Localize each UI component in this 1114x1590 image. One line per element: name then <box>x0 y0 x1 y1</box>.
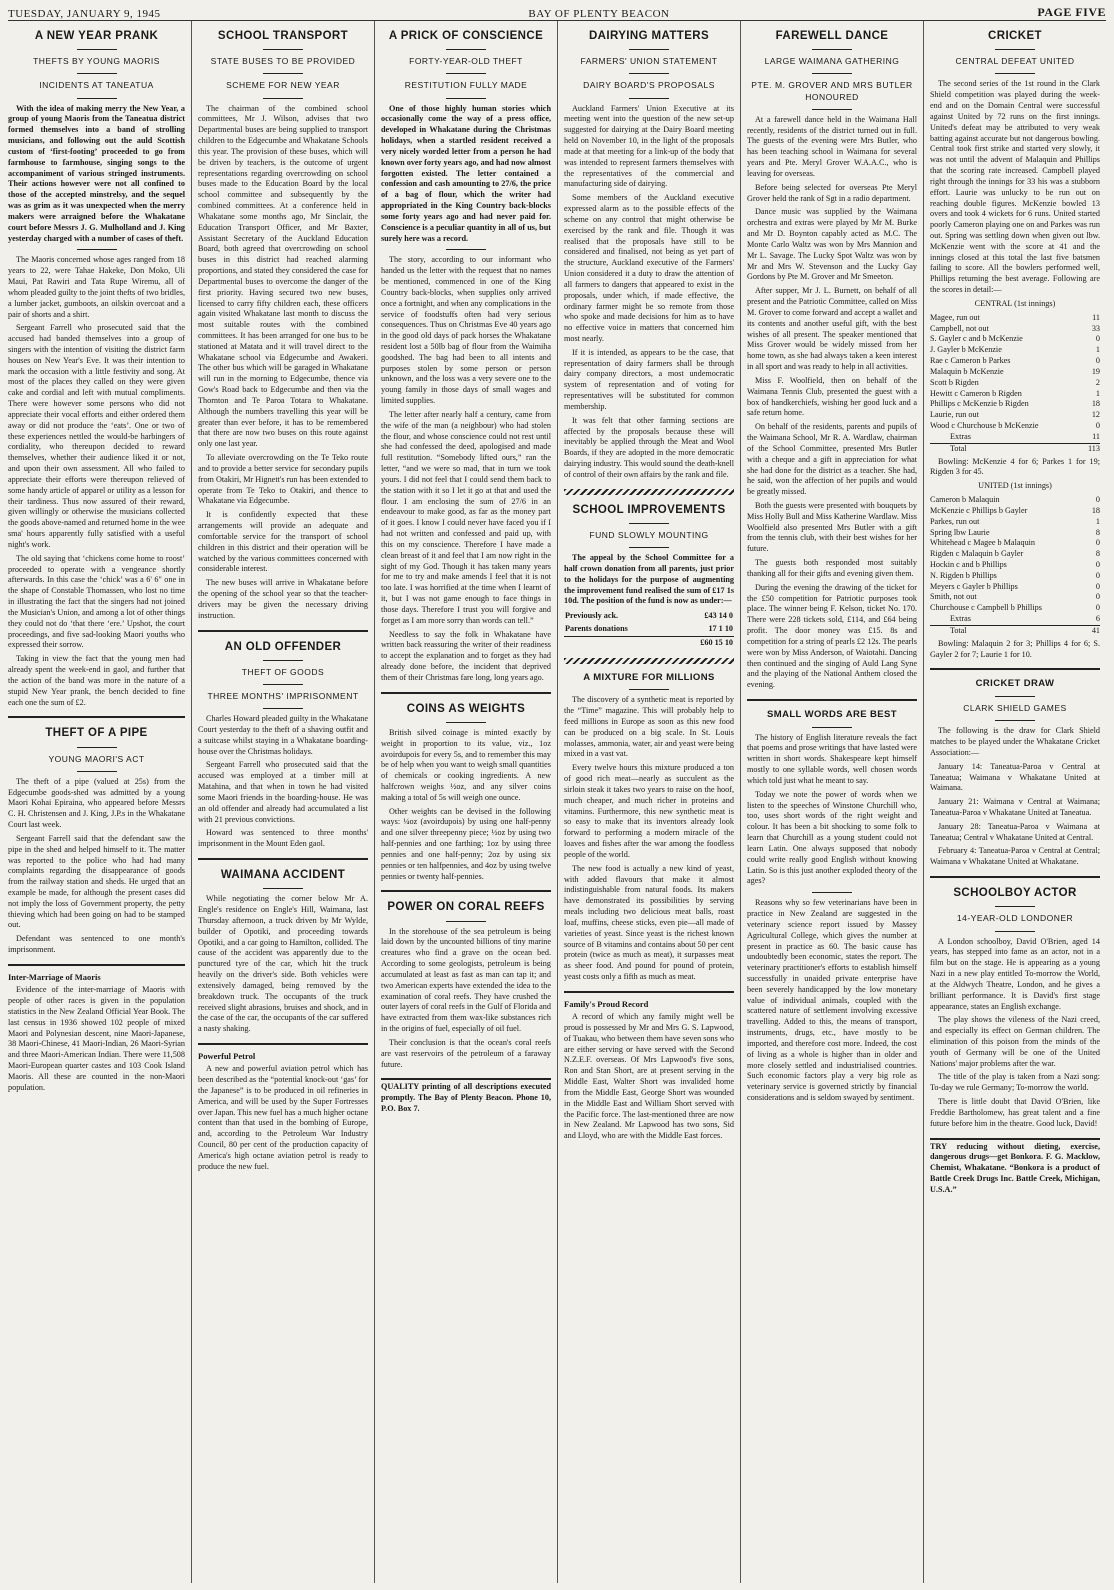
lead-paragraph: With the idea of making merry the New Year, a group of young Maoris from the Taneatua district formed themselves into a band of strolling musicians, and following out the auld Scottish custom of ‘first-footing’ proceeded to go from farmhouse to farmhouse, singing songs to the accompaniment of various stringed instruments. Their actions however were not all confined to those of the accepted minstrelsy, and the sequel was as grim as it was unexpected when the merry makers were arraigned before the Whakatane court before Messrs J. G. Mulholland and J. King yesterday charged with a number of cases of theft. <box>8 103 185 243</box>
paragraph: January 21: Waimana v Central at Waimana; Taneatua-Paroa v Whakatane United at Taneatua. <box>930 797 1100 817</box>
score-row <box>930 399 1100 410</box>
score-row <box>930 378 1100 389</box>
paragraph: Reasons why so few veterinarians have been in practice in New Zealand are suggested in the veterinary science report issued by Massey Agricultural College, which gives the number at present in practice as 60. The basic cause has undoubtedly been economic, states the report. The veterinary practitioner's efforts to establish himself successfully in unaided private enterprise have been severely handicapped by the low monetary value of individual animals, coupled with the scattered nature of settlement involving excessive travelling. Added to this, the means of transport, instruments, drugs, etc., have mostly to be imported, and therefore cost more. Indeed, the cost of living as a whole is higher than in older and more closely settled and industrialised countries. Such economic factors play a very big role as veterinary service is governed strictly by financial considerations and is seldom swayed by sentiment. <box>747 898 917 1103</box>
runs: 0 <box>1095 560 1100 569</box>
printing-advertisement: QUALITY printing of all descriptions executed promptly. The Bay of Plenty Beacon. Phone 10, P.O. Box 7. <box>381 1082 551 1114</box>
headline-inter-marriage: Inter-Marriage of Maoris <box>8 971 101 982</box>
batsman: McKenzie c Phillips b Gayler <box>930 505 1028 515</box>
runs: 0 <box>1095 495 1100 505</box>
score-row <box>930 356 1100 367</box>
score-row <box>930 538 1100 549</box>
paragraph: To alleviate overcrowding on the Te Teko route and to provide a better service for secondary pupils from Otakiri, Mr Hignett's run has been extended to operate from Te Teko to Otakiri, and thence to Whakatane via Edgecumbe. <box>198 453 368 506</box>
score-row <box>930 528 1100 539</box>
score-row <box>930 582 1100 593</box>
score-row <box>930 410 1100 421</box>
runs: 6 <box>1095 614 1100 624</box>
paragraph: The chairman of the combined school committees, Mr J. Wilson, advises that two Departmental buses are being supplied to transport children to the Edgecumbe and Whakatane Schools this year. The provision of these buses, which will be driven by teachers, is the outcome of urgent representations regarding overcrowding on school buses made to the Education Board by the local school committee and subsequently by the combined committees. At a conference held in Whakatane some months ago, Mr Sinclair, the Education Transport Officer, and Mr Baxter, Assistant Secretary of the Auckland Education Board, both agreed that overcrowding on school buses in this district had reached alarming proportions, and stated they considered the case for Departmental buses to overcome the danger of the first priority. Having secured two new buses, licensed to carry fifty children each, these officers again visited Whakatane last month to discuss the most suitable routes with the combined committees. It has been arranged for one bus to be stationed at Matata and it will travel direct to the Whakatane school via Edgecumbe and Awakeri. The other bus which will be garaged in Whakatane will run in the morning to Edgecumbe, thence via Gow's Road back to Edgecumbe and then via the Thornton and Te Paroa Totara to Whakatane. Although the numbers travelling this year will be greater than ever before, it has to be remembered that there are now two buses on this route against only one last year. <box>198 103 368 449</box>
paragraph: Needless to say the folk in Whakatane have written back reassuring the writer of their readiness to accept the explanation and to forget as they had already done before, the incident that deprived them of their Christmas fare long, long years ago. <box>381 629 551 682</box>
bowling-figures: Bowling: McKenzie 4 for 6; Parkes 1 for 19; Rigden 3 for 45. <box>930 456 1100 477</box>
headline-school-improvements: SCHOOL IMPROVEMENTS <box>572 503 726 516</box>
united-innings-head: UNITED (1st innings) <box>978 481 1052 491</box>
subhead: RESTITUTION FULLY MADE <box>404 80 528 91</box>
paragraph: The title of the play is taken from a Nazi song: To-day we rule Germany; To-morrow the world. <box>930 1072 1100 1093</box>
united-scorecard <box>930 495 1100 637</box>
headline-powerful-petrol: Powerful Petrol <box>198 1051 256 1062</box>
runs: 11 <box>1092 431 1100 441</box>
column-2 <box>191 21 374 1583</box>
batsman: Wood c Churchouse b McKenzie <box>930 421 1039 431</box>
score-row <box>930 614 1100 625</box>
score-row <box>930 571 1100 582</box>
runs: 11 <box>1092 312 1100 322</box>
runs: 1 <box>1095 388 1100 398</box>
paragraph: During the evening the drawing of the ticket for the £50 competition for Patriotic purposes took place. The winner being F. Kelson, ticket No. 170. There were 228 tickets sold, £114, and £64 being profit. The door money was £15. 8s and competition for a string of pearls £2 12s. The pearls were won by Miss Anderson, of Waiotahi. Dancing then continued and the singing of Auld Lang Syne and the playing of the National Anthem closed the evening. <box>747 582 917 690</box>
runs: 2 <box>1095 377 1100 387</box>
paragraph: Sergeant Farrell who prosecuted said that the accused was employed at a timber mill at Matahina, and that when in town he had visited some Maori friends in the boarding-house. He was an old offender and already had accumulated a list with 21 previous convictions. <box>198 760 368 824</box>
score-row <box>930 313 1100 324</box>
total-runs: 41 <box>1078 625 1100 636</box>
paragraph: If it is intended, as appears to be the case, that representation of dairy farmers shall be through dairy company directors, a most undemocratic system of representation and of voting for representatives will be substituted for common membership. <box>564 347 734 411</box>
paragraph: The story, according to our informant who handed us the letter with the request that no names be mentioned, commenced in one of the King Country back-blocks, when supplies only arrived once a fortnight, and when any complications in the service of foodstuffs often had very serious consequences. Thus on Christmas Eve 40 years ago in the good old days of pack horses the Whakatane resident lost a 50lb bag of flour from the Waimiha goodshed. The bag had been to all intents and purposes stolen by some person or person unknown, and the loss was a very severe one to the young family in those days of small wages and limited supplies. <box>381 255 551 406</box>
subhead: THEFTS BY YOUNG MAORIS <box>33 56 160 67</box>
paragraph: Howard was sentenced to three months' imprisonment in the Mount Eden gaol. <box>198 828 368 849</box>
paragraph: January 28: Taneatua-Paroa v Waimana at Taneatua; Central v Whakatane United at Central. <box>930 821 1100 842</box>
issue-date: TUESDAY, JANUARY 9, 1945 <box>8 8 161 20</box>
batsman: Campbell, not out <box>930 323 989 333</box>
paragraph: Miss F. Woolfield, then on behalf of the Waimana Tennis Club, presented the guest with a box of handkerchiefs, wishing her good luck and a safe return home. <box>747 375 917 418</box>
score-row <box>930 432 1100 443</box>
paragraph: The new buses will arrive in Whakatane before the opening of the school year so that the teacher-drivers may be given the necessary driving instruction. <box>198 578 368 620</box>
runs: 1 <box>1095 345 1100 355</box>
paragraph: Both the guests were presented with bouquets by Miss Holly Bull and Miss Katherine Wardlaw. Miss Woolfield also presented Mrs Butler with a gift from the tennis club, with their best wishes for her future. <box>747 500 917 554</box>
paragraph: The old saying that ‘chickens come home to roost’ proceeded to operate with a vengeance shortly afterwards. In this case the ‘chick’ was a 6' 6" one in the shape of Constable Thomassen, who lost no time in illustrating the fact that the singers had not joined the Musician's Union, and among a lot of other things they could not do ‘that there ‘ere.’ Upshot, the court proceedings, and five sad-looking Maori youths who expressed their sorrow. <box>8 553 185 650</box>
paragraph: On behalf of the residents, parents and pupils of the Waimana School, Mr R. A. Wardlaw, chairman of the School Committee, presented Mrs Butler with a cheque and a gift in appreciation for what she had done for the district as a teacher. She had, he said, won the affection of her pupils and would be greatly missed. <box>747 422 917 497</box>
fund-row <box>564 623 734 636</box>
runs: 0 <box>1095 592 1100 602</box>
headline-small-words: SMALL WORDS ARE BEST <box>767 709 897 721</box>
subhead: YOUNG MAORI'S ACT <box>48 753 145 764</box>
page-number: PAGE FIVE <box>1037 5 1106 19</box>
runs: 0 <box>1095 581 1100 591</box>
paragraph: Their conclusion is that the ocean's coral reefs are vast reservoirs of the petroleum of a faraway future. <box>381 1037 551 1069</box>
paragraph: The second series of the 1st round in the Clark Shield competition was played during the week-end and on the Domain Central were successful against United by 72 runs on the first innings. United's defeat may be attributed to very weak batting against accurate but not dangerous bowling. Central took first strike and started very slowly, it was not until the advent of Malaquin and Phillips that the scoring rate increased. Campbell played right through the innings for 33 his was a stubborn effort. Laurie was unlucky to be run out on reaching double figures. McKenzie bowled 13 overs and took 4 wickets for 6 runs. United started poorly Cameron playing one on and Parkes was run out. Spring was settling down when given out lbw. McKenzie went with the score at 41 and the innings closed at this total the last five batsmen failing to score. All the bowlers performed well, Phillips returning the best average. Following are the scores in detail:— <box>930 79 1100 295</box>
paragraph: The theft of a pipe (valued at 25s) from the Edgecumbe goods-shed was admitted by a young Maori Kohai Epiraina, who appeared before Messrs C. H. Christensen and J. King, J.P.s in the Whakatane Court last week. <box>8 776 185 830</box>
fund-label: Parents donations <box>565 624 628 634</box>
paragraph: Evidence of the inter-marriage of Maoris with people of other races is given in the population statistics in the New Zealand Official Year Book. The last census in 1936 showed 102 people of mixed Maori and Polynesian descent, nine Maori-Japanese, 38 Maori-Chinese, 41 Maori-Indian, 26 Maori-Syrian and three Maori-American Indian. There were 11,508 Maori-European quarter castes and 103 Cook Island Maoris. All these are counted in the non-Maori population. <box>8 985 185 1092</box>
subhead: THREE MONTHS' IMPRISONMENT <box>207 690 359 701</box>
runs: 18 <box>1091 399 1100 409</box>
central-innings-head: CENTRAL (1st innings) <box>974 298 1056 308</box>
paragraph: A new and powerful aviation petrol which has been described as the “potential knock-out ‘gas’ for the Japanese” is to be produced in oil refineries in America, and will be used by the Super Fortresses over Japan. This new fuel has a much higher octane content than that used in the bombing of Europe, and, according to the Petroleum War Industry Council, 80 per cent of the production capacity of America's high octane aviation petrol is ready to produce the new fuel. <box>198 1064 368 1171</box>
score-row <box>930 324 1100 335</box>
fund-label: Previously ack. <box>565 611 619 621</box>
subhead: FORTY-YEAR-OLD THEFT <box>409 56 523 67</box>
subhead: SCHEME FOR NEW YEAR <box>226 80 340 91</box>
total-runs: 113 <box>1078 443 1100 454</box>
paragraph: It was felt that other farming sections are affected by the proposals because these will inevitably be applied through the Meat and Wool Boards, if they are adopted in the more democratic dairying industry. This would sound the death-knell of control of their own affairs by the rank and file. <box>564 415 734 479</box>
paper-name: BAY OF PLENTY BEACON <box>528 8 670 20</box>
runs: 8 <box>1095 527 1100 537</box>
batsman: Extras <box>950 431 971 441</box>
subhead: CLARK SHIELD GAMES <box>963 702 1067 713</box>
paragraph: February 4: Taneatua-Paroa v Central at Central; Waimana v Whakatane United at Whakatane. <box>930 846 1100 867</box>
runs: 0 <box>1095 603 1100 613</box>
headline-family-record: Family's Proud Record <box>564 998 649 1009</box>
paragraph: The history of English literature reveals the fact that poems and prose writings that have lasted were written in short words. Shakespeare kept himself mostly to one syllable words, well chosen words which told just what he meant to say. <box>747 732 917 785</box>
paragraph: After supper, Mr J. L. Burnett, on behalf of all present and the Patriotic Committee, called on Miss M. Grover to come forward and accept a wallet and its contents and another useful gift, with the best wishes of all present. The speaker mentioned that Miss Grover would be widely missed from her home town, as she had always taken a keen interest in all sport and was ready to help in all activities. <box>747 286 917 372</box>
column-6 <box>923 21 1106 1583</box>
paragraph: Today we note the power of words when we listen to the speeches of Winstone Churchill who, too, uses short words of the right weight and colour. It has been a bit shocking to some folk to learn that Churchill as a young student could not learn Latin. One always supposed that nobody could write really good English without knowing Latin. So is this just another exploded theory of the ages? <box>747 789 917 886</box>
score-row <box>930 560 1100 571</box>
batsman: Hewitt c Cameron b Rigden <box>930 388 1022 398</box>
subhead: FARMERS' UNION STATEMENT <box>580 56 718 67</box>
score-row <box>930 421 1100 432</box>
fund-row <box>564 610 734 623</box>
score-row <box>930 603 1100 614</box>
paragraph: Charles Howard pleaded guilty in the Whakatane Court yesterday to the theft of a shaving outfit and a suitcase whilst staying in a Whakatane boarding-house over the Christmas holidays. <box>198 714 368 756</box>
runs: 12 <box>1091 410 1100 420</box>
batsman: Whitehead c Magee b Malaquin <box>930 538 1036 548</box>
paragraph: At a farewell dance held in the Waimana Hall recently, residents of the district turned out in full. The guests of the evening were Mrs Butler, who has been teaching school in Waimana for several years and Pte. Meryl Grover W.A.A.C., who is leaving for overseas. <box>747 114 917 178</box>
paragraph: In the storehouse of the sea petroleum is being laid down by the uncounted billions of tiny marine creatures who find a grave on the ocean bed. According to some geologists, petroleum is being accumulated at least as fast as man can tap it; and two American experts have extended the idea to the examination of coral reefs. They have crushed the outer layers of coral reefs in the Gulf of Florida and have extracted from them wax-like substances rich in the origins of fuel, especially of oil fuel. <box>381 926 551 1034</box>
headline-dairying-matters: DAIRYING MATTERS <box>588 30 710 42</box>
headline-cricket-draw: CRICKET DRAW <box>975 678 1055 690</box>
paragraph: A London schoolboy, David O'Brien, aged 14 years, has stepped into fame as an actor, not in a film but on the stage. He is appearing as a young Nazi in a new play entitled To-morrow the World, at the Aldwych Theatre, London, and he gives a brilliant performance. It is David's first stage appearance, states an English exchange. <box>930 936 1100 1011</box>
headline-school-transport: SCHOOL TRANSPORT <box>217 30 349 42</box>
columns <box>8 21 1106 1583</box>
paragraph: Other weights can be devised in the following ways: ¼oz (avoirdupois) by using one half-penny and one silver threepenny piece; ½oz by using two half-pennies and one farthing; 1oz by using three pennies and one half-penny; 2oz by using six pennies or ten halfpennies, and 4oz by using twelve pennies or twenty half-pennies. <box>381 806 551 881</box>
score-row <box>930 549 1100 560</box>
subhead: LARGE WAIMANA GATHERING <box>764 56 900 67</box>
batsman: Cameron b Malaquin <box>930 495 1000 505</box>
column-5 <box>740 21 923 1583</box>
paragraph: Auckland Farmers' Union Executive at its meeting went into the question of the new set-up suggested for dairying at the Dairy Board meeting held on November 10, in the light of the proposals made at that meeting for a link-up of the body that was intended to represent farmers themselves with the representatives of the commercial and manufacturing side of dairying. <box>564 103 734 189</box>
headline-new-year-prank: A NEW YEAR PRANK <box>34 30 159 42</box>
batsman: Hockin c and b Phillips <box>930 560 1007 569</box>
paragraph: Every twelve hours this mixture produced a ton of good rich meat—nearly as succulent as the sirloin steak it takes two years to raise on the hoof, much cheaper, and much richer in proteins and vitamins. Furthermore, this new synthetic meat is so easy to make that its inventors already look forward to performing a modern miracle of the loaves and fishes after the war among the foodless people of the world. <box>564 763 734 859</box>
runs: 0 <box>1095 538 1100 548</box>
batsman: S. Gayler c and b McKenzie <box>930 334 1023 344</box>
fund-value: £43 14 0 <box>704 611 733 621</box>
runs: 0 <box>1095 421 1100 431</box>
paragraph: The new food is actually a new kind of yeast, with added flavours that make it almost indistinguishable from natural foods. Its makers have demonstrated its possibilities by serving meals including two delicious meat balls, roast loaf, muffins, cheese sticks, even pie—all made of varieties of yeast. Since yeast is the richest known source of B vitamins and contains about 50 per cent protein (twice as much as meat), it surpasses meat as sheer food. And pound for pound of protein, yeast costs only a fifth as much as meat. <box>564 863 734 982</box>
headline-theft-of-a-pipe: THEFT OF A PIPE <box>45 727 148 740</box>
batsman: Churchouse c Campbell b Phillips <box>930 603 1042 613</box>
score-row <box>930 506 1100 517</box>
batsman: Rigden c Malaquin b Gayler <box>930 549 1024 559</box>
fund-table <box>564 610 734 649</box>
paragraph: Defendant was sentenced to one month's imprisonment. <box>8 934 185 955</box>
batsman: Laurie, run out <box>930 410 979 420</box>
paragraph: While negotiating the corner below Mr A. Engle's residence on Engle's Hill, Waimana, last Thursday afternoon, a truck driven by Mr Wylde, builder of Opotiki, and proceeding towards Opotiki, and a car going to Hamilton, collided. The cause of the accident was apparently due to the punctured tyre of the car, which hit the truck heavily on the driver's side. Both vehicles were extensively damaged, being removed by the breakdown truck. The occupants of the truck received slight abrasions, bruises and shock, and in the case of the car, the occupants of the car suffered a nasty shaking. <box>198 894 368 1034</box>
batsman: J. Gayler b McKenzie <box>930 345 1002 355</box>
batsman: Rae c Cameron b Parkes <box>930 356 1011 366</box>
total-row: Total 41 <box>930 625 1100 636</box>
runs: 0 <box>1095 334 1100 344</box>
fund-value: 17 1 10 <box>708 624 733 634</box>
subhead: FUND SLOWLY MOUNTING <box>589 529 709 540</box>
batsman: Magee, run out <box>930 312 980 322</box>
batsman: Extras <box>950 614 971 624</box>
fund-total: £60 15 10 <box>675 636 734 649</box>
paragraph: Sergeant Farrell said that the defendant saw the pipe in the shed and helped himself to it. The matter was reported to the police who had had many complaints regarding the disappearance of goods from the railway station and sheds. He urged that an example be made, for although the present cases did not imply the loss of Government property, the petty thieving which had been going on had to be stamped out. <box>8 833 185 930</box>
subhead: 14-YEAR-OLD LONDONER <box>956 913 1074 924</box>
batsman: Meyers c Gayler b Phillips <box>930 581 1018 591</box>
runs: 0 <box>1095 356 1100 366</box>
headline-coins-as-weights: COINS AS WEIGHTS <box>406 702 526 715</box>
headline-power-on-coral-reefs: POWER ON CORAL REEFS <box>387 901 545 914</box>
paragraph: January 14: Taneatua-Paroa v Central at Taneatua; Waimana v Whakatane United at Waimana. <box>930 761 1100 793</box>
runs: 1 <box>1095 516 1100 526</box>
runs: 18 <box>1091 505 1100 515</box>
column-1 <box>8 21 191 1583</box>
lead-paragraph: One of those highly human stories which occasionally come the way of a press office, developed in Whakatane during the Christmas holidays, when a startled resident received a very nicely worded letter from a person he had known over forty years ago, and had now almost forgotten existed. The letter contained a confession and cash amounting to 27/6, the price of a bag of flour, which the writer had appropriated in the King Country back-blocks some forty years ago and had never paid for. Conscience is a peculiar quantity in all of us, but surely here was a record. <box>381 103 551 243</box>
batsman: Malaquin b McKenzie <box>930 366 1004 376</box>
runs: 33 <box>1091 323 1100 333</box>
column-4 <box>557 21 740 1583</box>
score-row <box>930 389 1100 400</box>
batsman: Smith, not out <box>930 592 977 602</box>
bonkora-advertisement: TRY reducing without dieting, exercise, dangerous drugs—get Bonkora. F. G. Macklow, Chemist, Whakatane. “Bonkora is a product of Battle Creek Drugs Inc. Battle Creek, Michigan, U.S.A.” <box>930 1141 1100 1194</box>
batsman: Phillips c McKenzie b Rigden <box>930 399 1029 409</box>
subhead: THEFT OF GOODS <box>241 666 325 677</box>
headline-mixture-for-millions: A MIXTURE FOR MILLIONS <box>583 671 715 683</box>
subhead: PTE. M. GROVER AND MRS BUTLER HONOURED <box>751 80 913 102</box>
score-row <box>930 495 1100 506</box>
runs: 19 <box>1091 366 1100 376</box>
bowling-figures: Bowling: Malaquin 2 for 3; Phillips 4 for 6; S. Gayler 2 for 7; Laurie 1 for 10. <box>930 638 1100 659</box>
paragraph: Dance music was supplied by the Waimana orchestra and extras were played by Mr M. Burke and Mr D. Boynton capably acted as M.C. The Monte Carlo Waltz was won by Mrs Mannion and Mr L. Savage. The Lucky Spot Waltz was won by Mr and Mrs W. Stevenson and the Lucky Gay Gordons by Pte M. Grover and Mr Smeeton. <box>747 207 917 282</box>
paragraph: There is little doubt that David O'Brien, like Freddie Bartholomew, has great talent and a fine future before him in the theatre. Good luck, David! <box>930 1097 1100 1128</box>
paragraph: The play shows the vileness of the Nazi creed, and especially its effect on German children. The elimination of this poison from the minds of the youth of Germany will be one of the United Nations' major problems after the war. <box>930 1015 1100 1068</box>
paragraph: Taking in view the fact that the young men had already spent the week-end in gaol, and further that the action of the band was more in the nature of a stupid New Year prank, the bench decided to fine each one the sum of £2. <box>8 654 185 707</box>
total-row: Total 113 <box>930 443 1100 454</box>
score-row <box>930 334 1100 345</box>
paragraph: The letter after nearly half a century, came from the wife of the man (a neighbour) who had stolen the flour, and whose conscience could not rest until she had confessed the deed, apologised and made full restitution. “Somebody lifted ours,” ran the letter, “and we were so mad, that in turn we took yours. I did not feel that I could send them back to the station with it so I let it go at that and used the flour. I am enclosing the sum of 27/6 in an endeavour to make good, as far as the money part of it goes. I know I could never have faced you if I had not written and confessed and paid up, with this on my conscience. Therefore I have made a clean breast of it and feel that I am now right in the sight of my God. Though it has taken many years for me to try and make amends I feel that it is not too late. I was horrified at the time when I learnt of it, but I was not game enough to face things in those days. Therefore I trust you will forgive and forget as I am more sorry than words can tell.” <box>381 409 551 625</box>
subhead: DAIRY BOARD'S PROPOSALS <box>583 80 715 91</box>
paragraph: The guests both responded most suitably thanking all for their gifts and evening given them. <box>747 558 917 578</box>
paragraph: Sergeant Farrell who prosecuted said that the accused had banded themselves into a group of singers with the intention of visiting the district farm houses on New Year's Eve. It was their intention to mark the occasion with a little festivity and song. At most of the places they called on they were given cake and cordial and left with mutual compliments. There were however some persons who did not appreciate their vocal efforts and either ordered them away or did not produce the ‘eats’. One or two of these experiences nettled the would-be harbingers of cordiality, who thereupon decided to reward themselves, whether their audience liked it or not, and upon their own assessment. All who failed to appreciate their efforts were thereupon relieved of some handy article of apparel or utility as a lesson for their tardiness. Thus now assured of their reward, given willingly or otherwise the musicians collected the goods above-named and returned home in the wee sma' hours apparently fully satisfied with a useful night's work. <box>8 323 185 549</box>
runs: 0 <box>1095 570 1100 580</box>
batsman: Spring lbw Laurie <box>930 527 990 537</box>
paragraph: It is confidently expected that these arrangements will provide an adequate and comfortable service for the transport of school children in this district and their operation will be watched by the various committees concerned with considerable interest. <box>198 510 368 574</box>
fund-total-row <box>564 636 734 649</box>
paragraph: British silved coinage is minted exactly by weight in proportion to its value, viz., 1oz avoirdupois for every 5s, and to remember this may be of help when you want to weigh small quantities of chemicals or cooking ingredients. A new halfcrown weighs ½oz, and any silver coins making a total of 5s will weigh one ounce. <box>381 727 551 802</box>
score-row <box>930 517 1100 528</box>
score-row <box>930 345 1100 356</box>
subhead: STATE BUSES TO BE PROVIDED <box>210 56 356 67</box>
batsman: N. Rigden b Phillips <box>930 570 997 580</box>
headline-cricket: CRICKET <box>988 30 1042 42</box>
masthead <box>8 4 1106 21</box>
runs: 8 <box>1095 549 1100 559</box>
subhead: INCIDENTS AT TANEATUA <box>39 80 154 91</box>
score-row <box>930 367 1100 378</box>
central-scorecard <box>930 313 1100 455</box>
headline-old-offender: AN OLD OFFENDER <box>224 640 342 653</box>
paragraph: The discovery of a synthetic meat is reported by the “Time” magazine. This will probably help to feed millions in Europe as soon as this new food can be produced on a big scale. In St. Louis molasses, ammonia, water, air and yeast were being mixed in a vast vat. <box>564 695 734 759</box>
paragraph: The Maoris concerned whose ages ranged from 18 years to 22, were Tahae Hakeke, Don Moko, Uli Maui, Pat Rawiri and Tata Rupe Wiremu, all of whom pleaded guilty to the joint thefts of two bridles, a lumber jacket, gumboots, an oilskin overcoat and a pair of shorts and a shirt. <box>8 255 185 319</box>
score-row <box>930 592 1100 603</box>
paragraph: A record of which any family might well be proud is possessed by Mr and Mrs G. S. Lapwood, of Tuakau, who between them have seven sons who are either serving or have served with the Second N.Z.E.F. overseas. Of Mrs Lapwood's five sons, Ron and Stan Short, are at present serving in the Middle East, Walter Short was invalided home from the Middle East, George Short was wounded in the Middle East and William Short served with the Pacific force. The last-mentioned three are now in New Zealand. Mr Lapwood has two sons, Sid and Lloyd, who are with the Middle East forces. <box>564 1012 734 1141</box>
paragraph: Some members of the Auckland executive expressed alarm as to the possible effects of the scheme on any control that might otherwise be exercised by the rank and file. Though it was realised that the proposals have still to be considered and finalised, not being as yet part of the structure, Auckland executive of the Farmers' Union considered it a duty to draw the attention of all farmers to dangers that appeared to exist in the proposals, under which, if made effective, the ordinary farmer might be so remote from those who spoke and made decisions for him as to have no effective voice in matters that concerned him most nearly. <box>564 193 734 343</box>
paragraph: Before being selected for overseas Pte Meryl Grover held the rank of Sgt in a radio department. <box>747 182 917 203</box>
headline-waimana-accident: WAIMANA ACCIDENT <box>220 869 346 882</box>
batsman: Scott b Rigden <box>930 377 979 387</box>
headline-farewell-dance: FAREWELL DANCE <box>775 30 889 42</box>
batsman: Parkes, run out <box>930 516 980 526</box>
paragraph: The following is the draw for Clark Shield matches to be played under the Whakatane Cricket Association:— <box>930 726 1100 757</box>
headline-prick-of-conscience: A PRICK OF CONSCIENCE <box>388 30 544 42</box>
appeal-paragraph: The appeal by the School Committee for a half crown donation from all parents, just prior to the holidays for the purpose of augmenting the improvement fund realised the sum of £17 1s 10d. The position of the fund is now as under:— <box>564 553 734 606</box>
column-3 <box>374 21 557 1583</box>
subhead: CENTRAL DEFEAT UNITED <box>955 56 1075 67</box>
headline-schoolboy-actor: SCHOOLBOY ACTOR <box>953 887 1077 900</box>
